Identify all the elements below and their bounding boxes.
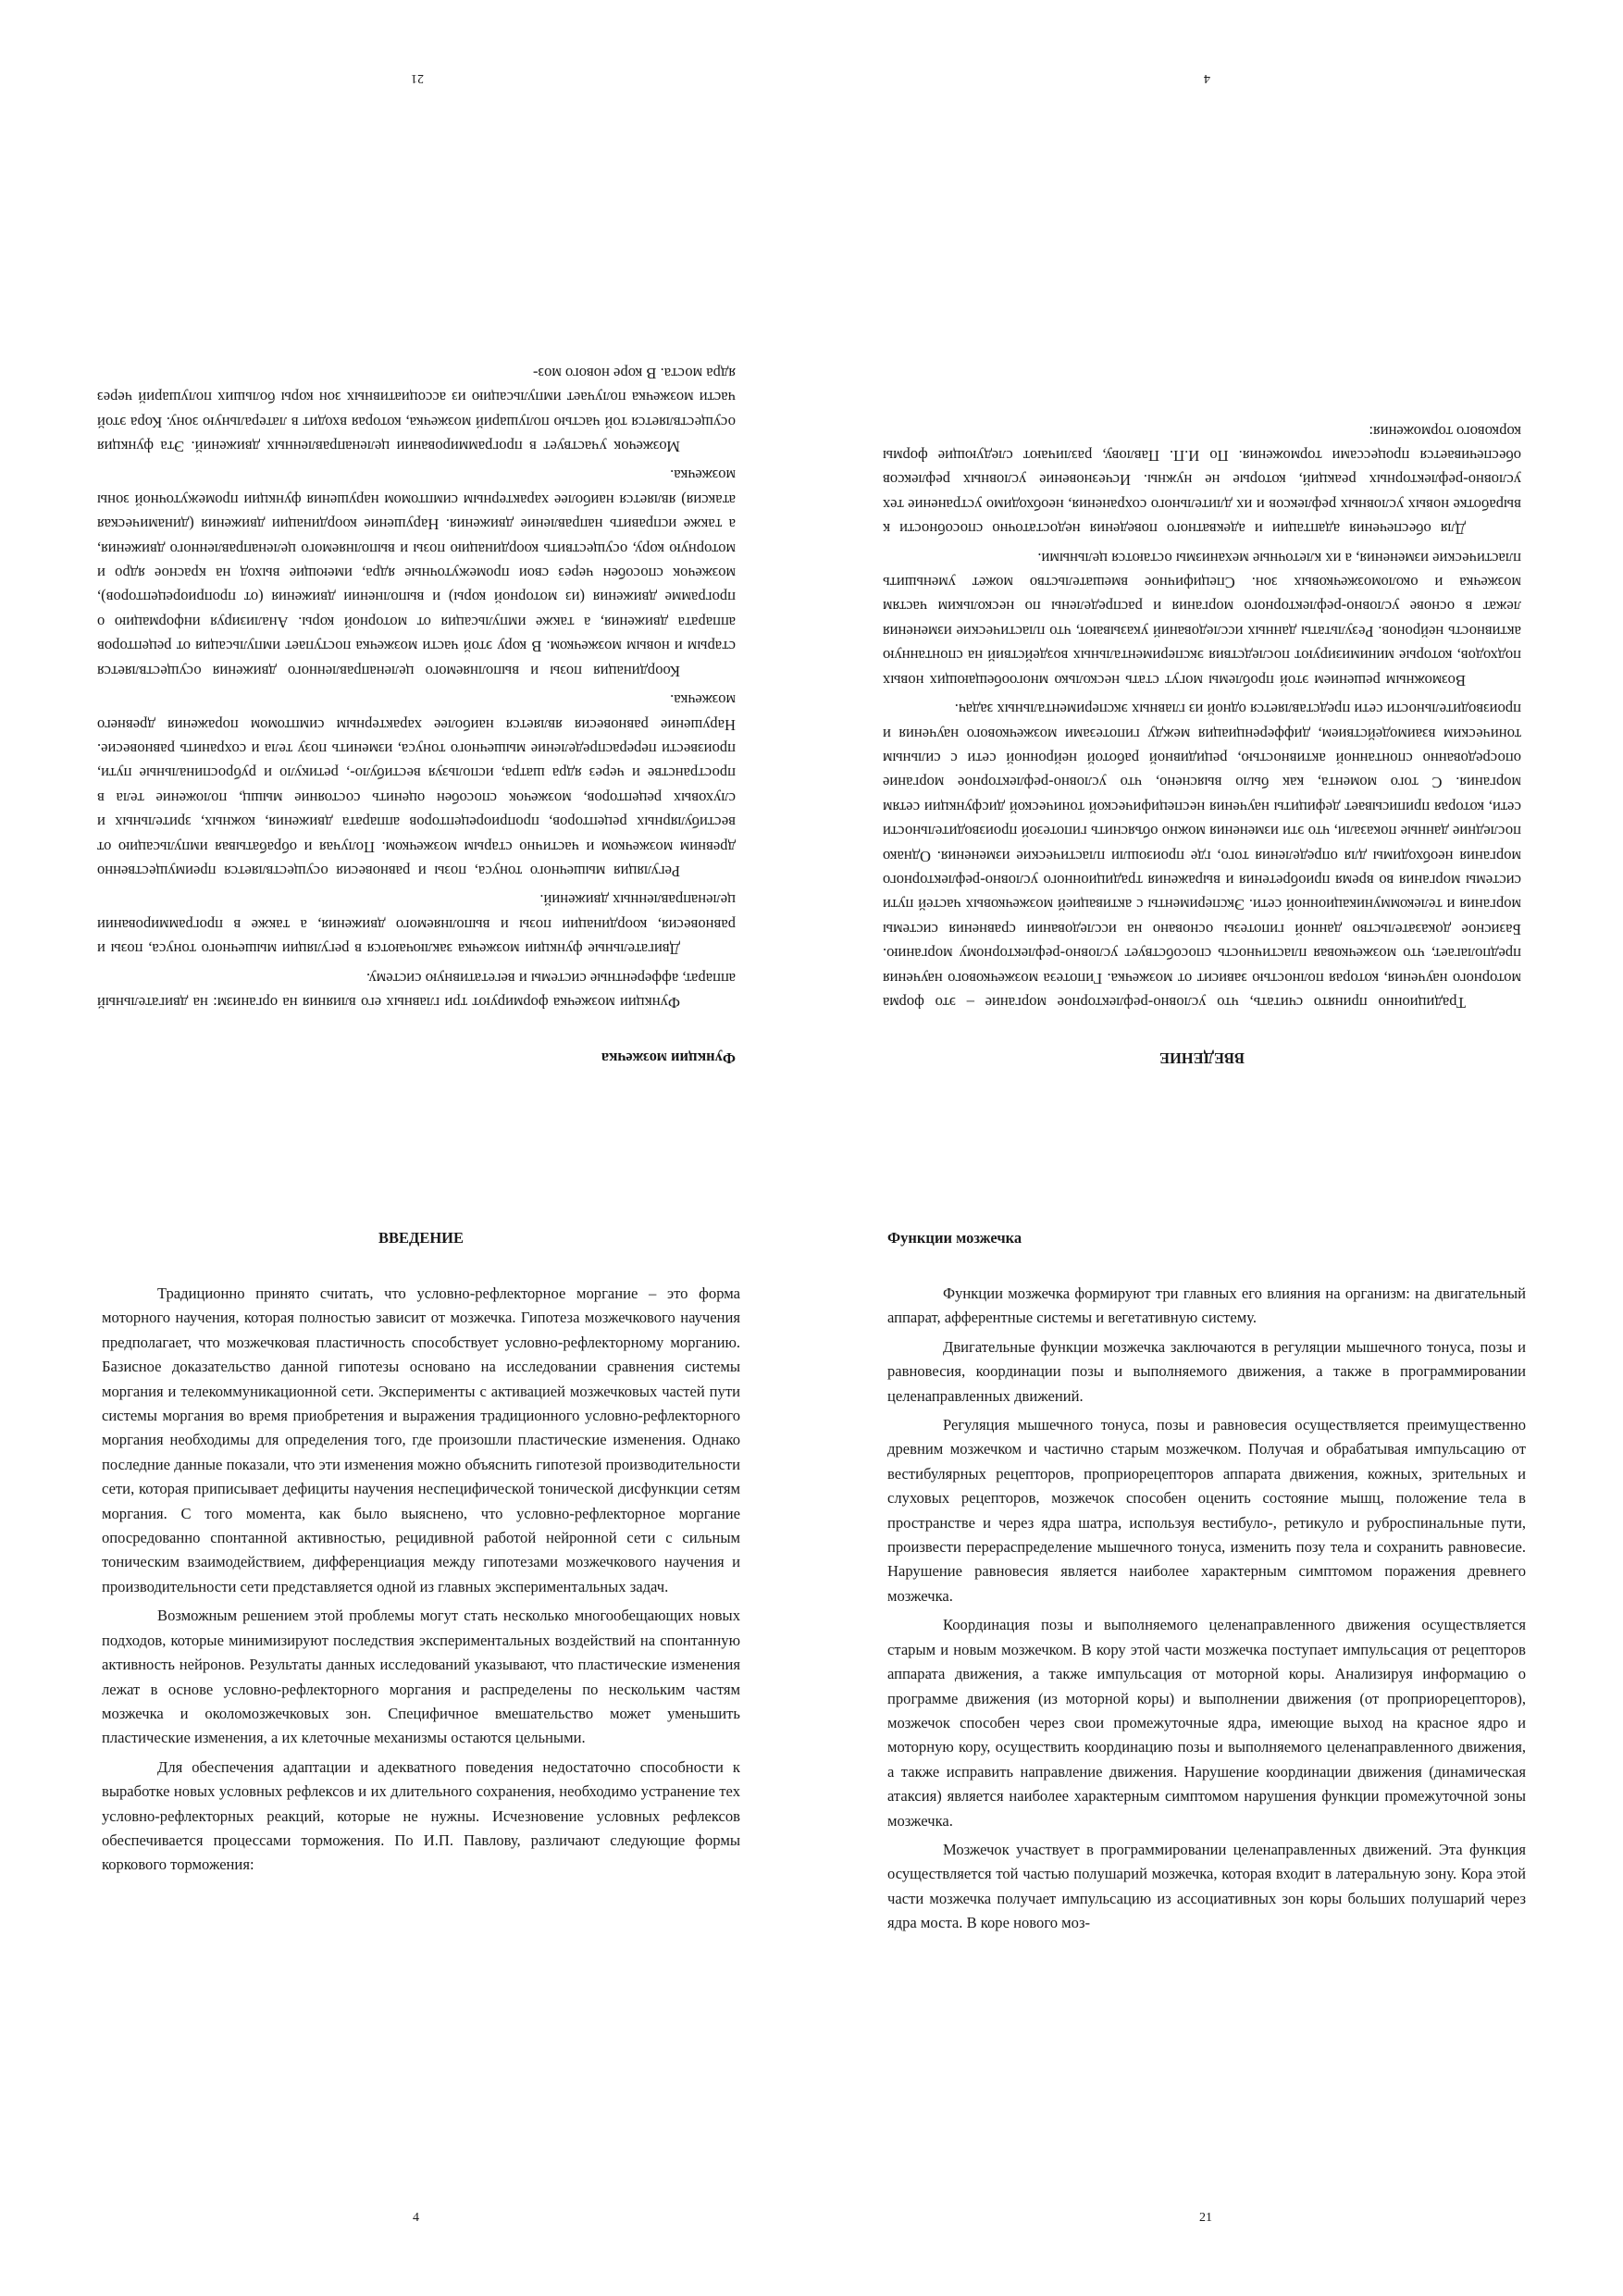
- paragraph: Мозжечок участвует в программировании целенаправленных движений. Эта функция осуществляется той частью полушарий мозжечка, которая входит в латеральную зону. Кора этой части мозжечка получает импульсацию из ассоциативных зон коры больших полушарий через ядра моста. В коре нового моз-: [97, 364, 736, 456]
- page-21: [812, 1148, 1623, 2296]
- page-body: [887, 1282, 1526, 1936]
- page-4: [0, 1148, 812, 2296]
- paragraph: Возможным решением этой проблемы могут стать несколько многообещающих новых подходов, которые минимизируют последствия экспериментальных воздействий на спонтанную активность нейронов. Результаты данных исследований указывают, что пластические изменения лежат в основе условно-рефлекторного моргания и распределены по нескольким частям мозжечка и околомозжечковых зон. Специфичное вмешательство может уменьшить пластические изменения, а их клеточные механизмы остаются цельными.: [883, 549, 1521, 689]
- paragraph: Регуляция мышечного тонуса, позы и равновесия осуществляется преимущественно древним мозжечком и частично старым мозжечком. Получая и обрабатывая импульсацию от вестибулярных рецепторов, проприорецепторов аппарата движения, кожных, зрительных и слуховых рецепторов, мозжечок способен оценить состояние мышц, положение тела в пространстве и через ядра шатра, используя вестибуло-, ретикуло и руброспинальные пути, произвести перераспределение мышечного тонуса, изменить позу тела и сохранить равновесие. Нарушение равновесия является наиболее характерным симптомом поражения древнего мозжечка.: [887, 1416, 1526, 1605]
- page-number: 21: [411, 71, 424, 85]
- paragraph: Координация позы и выполняемого целенаправленного движения осуществляется старым и новым мозжечком. В кору этой части мозжечка поступает импульсация от рецепторов аппарата движения, а также импульсация от моторной коры. Анализируя информацию о программе движения (из моторной коры) и выполнении движения (от проприорецепторов), мозжечок способен через свои промежуточные ядра, имеющие выход на красное ядро и моторную кору, осуществить координацию позы и выполняемого целенаправленного движения, а также исправить направление движения. Нарушение координации движения (динамическая атаксия) является наиболее характерным симптомом нарушения функции промежуточной зоны мозжечка.: [97, 466, 736, 680]
- page-number: 21: [1199, 2211, 1212, 2225]
- page-body: [97, 360, 736, 1014]
- paragraph: Двигательные функции мозжечка заключаются в регуляции мышечного тонуса, позы и равновесия, координации позы и выполняемого движения, а также в программировании целенаправленных движений.: [97, 891, 736, 959]
- paragraph: Регуляция мышечного тонуса, позы и равновесия осуществляется преимущественно древним мозжечком и частично старым мозжечком. Получая и обрабатывая импульсацию от вестибулярных рецепторов, проприорецепторов аппарата движения, кожных, зрительных и слуховых рецепторов, мозжечок способен оценить состояние мышц, положение тела в пространстве и через ядра шатра, используя вестибуло-, ретикуло и руброспинальные пути, произвести перераспределение мышечного тонуса, изменить позу тела и сохранить равновесие. Нарушение равновесия является наиболее характерным симптомом поражения древнего мозжечка.: [97, 691, 736, 880]
- paragraph: Функции мозжечка формируют три главных его влияния на организм: на двигательный аппарат, афферентные системы и вегетативную систему.: [97, 969, 736, 1011]
- page-21-rotated: [0, 0, 812, 1148]
- paragraph: Для обеспечения адаптации и адекватного поведения недостаточно способности к выработке новых условных рефлексов и их длительного сохранения, необходимо устранение тех условно-рефлекторных реакций, которые не нужны. Исчезновение условных рефлексов обеспечивается процессами торможения. По И.П. Павлову, различают следующие формы коркового торможения:: [883, 422, 1521, 539]
- page-4-rotated: [812, 0, 1623, 1148]
- paragraph: Мозжечок участвует в программировании целенаправленных движений. Эта функция осуществляется той частью полушарий мозжечка, которая входит в латеральную зону. Кора этой части мозжечка получает импульсацию из ассоциативных зон коры больших полушарий через ядра моста. В коре нового моз-: [887, 1840, 1526, 1932]
- paragraph: Традиционно принято считать, что условно-рефлекторное моргание – это форма моторного научения, которая полностью зависит от мозжечка. Гипотеза мозжечкового научения предполагает, что мозжечковая пластичность способствует условно-рефлекторному морганию. Базисное доказательство данной гипотезы основано на исследовании сравнения системы моргания и телекоммуникационной сети. Эксперименты с активацией мозжечковых частей пути системы моргания во время приобретения и выражения традиционного условно-рефлекторного моргания необходимы для определения того, где произошли пластические изменения. Однако последние данные показали, что эти изменения можно объяснить гипотезой производительности сети, которая приписывает дефициты научения неспецифической тонической дисфункции сетям моргания. С того момента, как было выяснено, что условно-рефлекторное моргание опосредованно спонтанной активностью, рецидивной работой нейронной сети с сильным тоническим взаимодействием, дифференциация между гипотезами мозжечкового научения и производительности сети представляется одной из главных экспериментальных задач.: [883, 701, 1521, 1011]
- lower-spread: [0, 1148, 1623, 2296]
- page-number: 4: [413, 2211, 419, 2225]
- paragraph: Традиционно принято считать, что условно-рефлекторное моргание – это форма моторного научения, которая полностью зависит от мозжечка. Гипотеза мозжечкового научения предполагает, что мозжечковая пластичность способствует условно-рефлекторному морганию. Базисное доказательство данной гипотезы основано на исследовании сравнения системы моргания и телекоммуникационной сети. Эксперименты с активацией мозжечковых частей пути системы моргания во время приобретения и выражения традиционного условно-рефлекторного моргания необходимы для определения того, где произошли пластические изменения. Однако последние данные показали, что эти изменения можно объяснить гипотезой производительности сети, которая приписывает дефициты научения неспецифической тонической дисфункции сетям моргания. С того момента, как было выяснено, что условно-рефлекторное моргание опосредованно спонтанной активностью, рецидивной работой нейронной сети с сильным тоническим взаимодействием, дифференциация между гипотезами мозжечкового научения и производительности сети представляется одной из главных экспериментальных задач.: [102, 1285, 740, 1595]
- page-heading: Функции мозжечка: [887, 1229, 1022, 1247]
- page-heading: ВВЕДЕНИЕ: [1158, 1049, 1245, 1067]
- paragraph: Двигательные функции мозжечка заключаются в регуляции мышечного тонуса, позы и равновесия, координации позы и выполняемого движения, а также в программировании целенаправленных движений.: [887, 1337, 1526, 1405]
- paragraph: Для обеспечения адаптации и адекватного поведения недостаточно способности к выработке новых условных рефлексов и их длительного сохранения, необходимо устранение тех условно-рефлекторных реакций, которые не нужны. Исчезновение условных рефлексов обеспечивается процессами торможения. По И.П. Павлову, различают следующие формы коркового торможения:: [102, 1757, 740, 1874]
- page-heading: Функции мозжечка: [601, 1049, 736, 1067]
- paragraph: Координация позы и выполняемого целенаправленного движения осуществляется старым и новым мозжечком. В кору этой части мозжечка поступает импульсация от рецепторов аппарата движения, а также импульсация от моторной коры. Анализируя информацию о программе движения (из моторной коры) и выполнении движения (от проприорецепторов), мозжечок способен через свои промежуточные ядра, имеющие выход на красное ядро и моторную кору, осуществить координацию позы и выполняемого целенаправленного движения, а также исправить направление движения. Нарушение координации движения (динамическая атаксия) является наиболее характерным симптомом нарушения функции промежуточной зоны мозжечка.: [887, 1616, 1526, 1830]
- page-body: [102, 1282, 740, 1878]
- page-number: 4: [1204, 71, 1210, 85]
- page-heading: ВВЕДЕНИЕ: [378, 1229, 465, 1247]
- paragraph: Функции мозжечка формируют три главных его влияния на организм: на двигательный аппарат, афферентные системы и вегетативную систему.: [887, 1285, 1526, 1327]
- page-body: [883, 418, 1521, 1014]
- paragraph: Возможным решением этой проблемы могут стать несколько многообещающих новых подходов, которые минимизируют последствия экспериментальных воздействий на спонтанную активность нейронов. Результаты данных исследований указывают, что пластические изменения лежат в основе условно-рефлекторного моргания и распределены по нескольким частям мозжечка и околомозжечковых зон. Специфичное вмешательство может уменьшить пластические изменения, а их клеточные механизмы остаются цельными.: [102, 1607, 740, 1747]
